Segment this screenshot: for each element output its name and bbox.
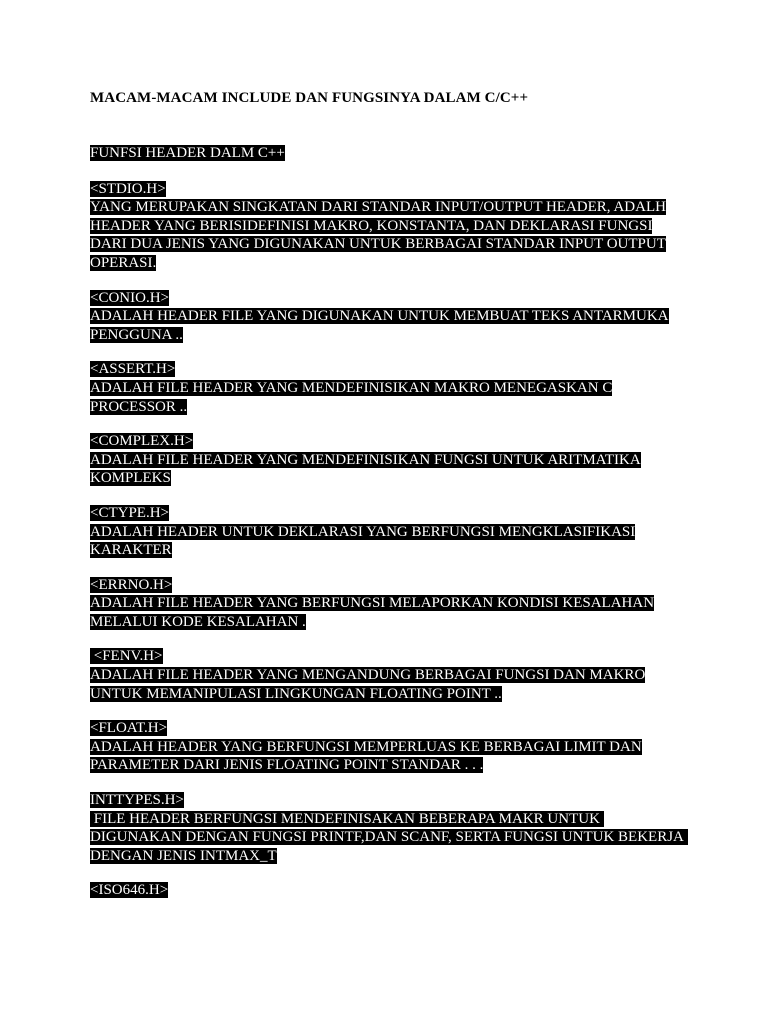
header-description: ADALAH HEADER YANG BERFUNGSI MEMPERLUAS KE BERBAGAI LIMIT DAN PARAMETER DARI JENIS FLOATING POINT STANDAR . . . — [90, 738, 642, 774]
header-name: <ERRNO.H> — [90, 576, 173, 593]
header-entry-float — [90, 719, 690, 775]
header-description: FILE HEADER BERFUNGSI MENDEFINISAKAN BEBERAPA MAKR UNTUK DIGUNAKAN DENGAN FUNGSI PRINTF,DAN SCANF, SERTA FUNGSI UNTUK BEKERJA DENGAN JENIS INTMAX_T — [90, 810, 688, 864]
header-entry-conio — [90, 289, 690, 345]
section-heading-text: FUNFSI HEADER DALM C++ — [90, 145, 285, 161]
header-name: <ISO646.H> — [90, 882, 169, 899]
header-name: <COMPLEX.H> — [90, 433, 194, 450]
section-heading — [90, 144, 690, 163]
header-name: <CONIO.H> — [90, 289, 169, 306]
header-entry-ctype — [90, 504, 690, 560]
header-description: ADALAH FILE HEADER YANG BERFUNGSI MELAPORKAN KONDISI KESALAHAN MELALUI KODE KESALAHAN . — [90, 595, 655, 630]
header-name: <CTYPE.H> — [90, 504, 170, 521]
header-description: ADALAH FILE HEADER YANG MENGANDUNG BERBAGAI FUNGSI DAN MAKRO UNTUK MEMANIPULASI LINGKUNGAN FLOATING POINT .. — [90, 667, 646, 702]
header-entry-stdio — [90, 180, 690, 273]
header-name: INTTYPES.H> — [90, 792, 184, 809]
header-name: <FENV.H> — [90, 648, 163, 665]
header-name: <FLOAT.H> — [90, 720, 168, 737]
header-entry-iso646 — [90, 881, 690, 900]
header-entry-fenv — [90, 647, 690, 703]
header-entry-errno — [90, 576, 690, 632]
header-description: ADALAH FILE HEADER YANG MENDEFINISIKAN MAKRO MENEGASKAN C PROCESSOR .. — [90, 379, 613, 415]
header-description: ADALAH HEADER FILE YANG DIGUNAKAN UNTUK MEMBUAT TEKS ANTARMUKA PENGGUNA .. — [90, 308, 669, 343]
header-entry-assert — [90, 360, 690, 416]
header-entry-complex — [90, 432, 690, 488]
document-page — [90, 88, 690, 916]
header-description: YANG MERUPAKAN SINGKATAN DARI STANDAR INPUT/OUTPUT HEADER, ADALH HEADER YANG BERISIDEFINISI MAKRO, KONSTANTA, DAN DEKLARASI FUNGSI DARI DUA JENIS YANG DIGUNAKAN UNTUK BERBAGAI STANDAR INPUT OUTPUT OPERASI. — [90, 199, 666, 271]
header-name: <STDIO.H> — [90, 180, 166, 197]
header-description: ADALAH FILE HEADER YANG MENDEFINISIKAN FUNGSI UNTUK ARITMATIKA KOMPLEKS — [90, 451, 641, 487]
header-description: ADALAH HEADER UNTUK DEKLARASI YANG BERFUNGSI MENGKLASIFIKASI KARAKTER — [90, 523, 636, 559]
header-entry-inttypes — [90, 791, 690, 865]
header-name: <ASSERT.H> — [90, 361, 176, 378]
document-title: MACAM-MACAM INCLUDE DAN FUNGSINYA DALAM C/C++ — [90, 90, 529, 106]
